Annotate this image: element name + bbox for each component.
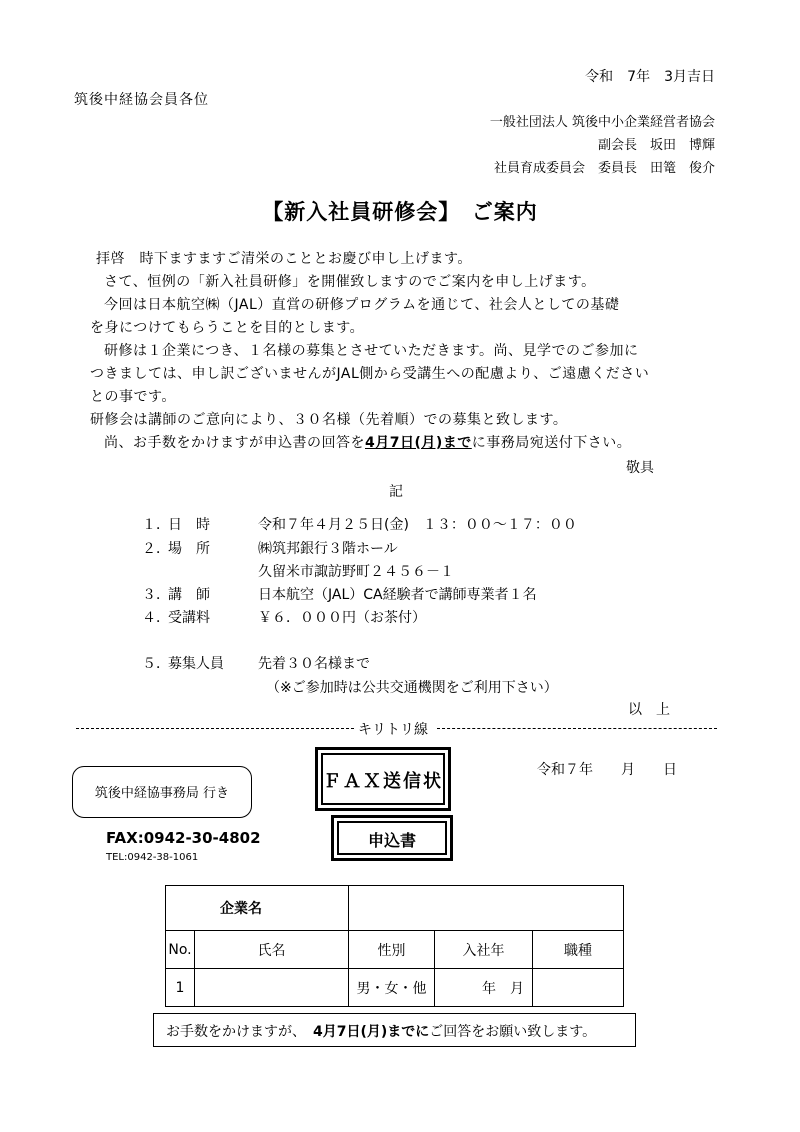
footer-note-pre: お手数をかけますが、 (166, 1024, 313, 1040)
transport-note: （※ご参加時は公共交通機関をご利用下さい） (266, 680, 558, 696)
fax-title: ＦＡＸ送信状 (323, 771, 443, 792)
header-year: 入社年 (435, 931, 533, 969)
company-row (166, 886, 624, 931)
document-date: 令和 7年 3月吉日 (585, 69, 715, 85)
company-label: 企業名 (166, 886, 349, 931)
deadline-highlight: 4月7日(月)まで (365, 435, 472, 451)
item-num-3: ３． (142, 587, 170, 603)
item-value-2b: 久留米市諏訪野町２４５６－１ (258, 564, 454, 580)
vice-president: 副会長 坂田 博輝 (597, 138, 715, 153)
body-line-9-pre: 尚、お手数をかけますが申込書の回答を (104, 435, 365, 451)
row-year-field[interactable]: 年 月 (435, 969, 533, 1007)
item-value-5: 先着３０名様まで (258, 656, 370, 672)
header-row (166, 931, 624, 969)
row-name-field[interactable] (195, 969, 349, 1007)
office-box (72, 766, 252, 818)
footer-note (166, 1021, 596, 1041)
item-label-2: 場 所 (168, 541, 210, 557)
fax-title-box (315, 747, 451, 811)
item-label-1: 日 時 (168, 517, 210, 533)
header-no: No. (166, 931, 195, 969)
cut-line-right (437, 728, 717, 729)
office-label: 筑後中経協事務局 行き (94, 786, 230, 801)
ki-marker: 記 (389, 484, 403, 500)
recipient-line: 筑後中経協会員各位 (74, 92, 209, 108)
item-value-1: 令和７年４月２５日(金) １３：００～１７：００ (258, 517, 577, 533)
cut-line-left (76, 728, 354, 729)
body-line-3: 今回は日本航空㈱（JAL）直営の研修プログラムを通じて、社会人としての基礎 (104, 297, 620, 313)
committee-chair: 社員育成委員会 委員長 田篭 俊介 (493, 161, 715, 176)
table-row (166, 969, 624, 1007)
item-value-2: ㈱筑邦銀行３階ホール (258, 541, 398, 557)
application-form (165, 885, 624, 1007)
body-line-6: つきましては、申し訳ございませんがJAL側から受講生への配慮より、ご遠慮ください (90, 366, 650, 382)
body-line-2: さて、恒例の「新入社員研修」を開催致しますのでご案内を申し上げます。 (104, 274, 596, 290)
fax-date: 令和７年 月 日 (537, 762, 677, 778)
cut-line-label: キリトリ線 (358, 722, 428, 738)
row-no: 1 (166, 969, 195, 1007)
page-title: 【新入社員研修会】 ご案内 (262, 200, 538, 224)
closing-keigu: 敬具 (626, 460, 654, 476)
footer-note-box (153, 1013, 636, 1047)
form-label-box (331, 815, 453, 861)
row-gender-field[interactable]: 男・女・他 (349, 969, 435, 1007)
item-value-3: 日本航空（JAL）CA経験者で講師専業者１名 (258, 587, 537, 603)
body-line-1: 拝啓 時下ますますご清栄のこととお慶び申し上げます。 (96, 251, 472, 267)
ijou-marker: 以 上 (628, 702, 670, 718)
form-label: 申込書 (367, 831, 416, 850)
item-num-1: １． (142, 517, 170, 533)
body-line-5: 研修は１企業につき、１名様の募集とさせていただきます。尚、見学でのご参加に (104, 343, 639, 359)
row-job-field[interactable] (533, 969, 624, 1007)
item-label-5: 募集人員 (168, 656, 224, 672)
item-num-4: ４． (142, 610, 170, 626)
body-line-7: との事です。 (90, 389, 176, 405)
body-line-4: を身につけてもらうことを目的とします。 (90, 320, 365, 336)
item-label-4: 受講料 (168, 610, 210, 626)
item-num-5: ５． (142, 656, 170, 672)
item-value-4: ￥６．０００円（お茶付） (258, 610, 426, 626)
item-label-3: 講 師 (168, 587, 210, 603)
organization-name: 一般社団法人 筑後中小企業経営者協会 (489, 115, 715, 130)
body-line-9 (104, 432, 631, 452)
fax-number: FAX:0942-30-4802 (106, 829, 261, 847)
footer-note-deadline: 4月7日(月)までに (313, 1024, 430, 1040)
item-num-2: ２． (142, 541, 170, 557)
body-line-8: 研修会は講師のご意向により、３０名様（先着順）での募集と致します。 (90, 412, 568, 428)
header-job: 職種 (533, 931, 624, 969)
body-line-9-post: に事務局宛送付下さい。 (471, 435, 632, 451)
header-gender: 性別 (349, 931, 435, 969)
header-name: 氏名 (195, 931, 349, 969)
company-field[interactable] (349, 886, 624, 931)
footer-note-post: ご回答をお願い致します。 (429, 1024, 597, 1040)
tel-number: TEL:0942-38-1061 (106, 852, 199, 863)
